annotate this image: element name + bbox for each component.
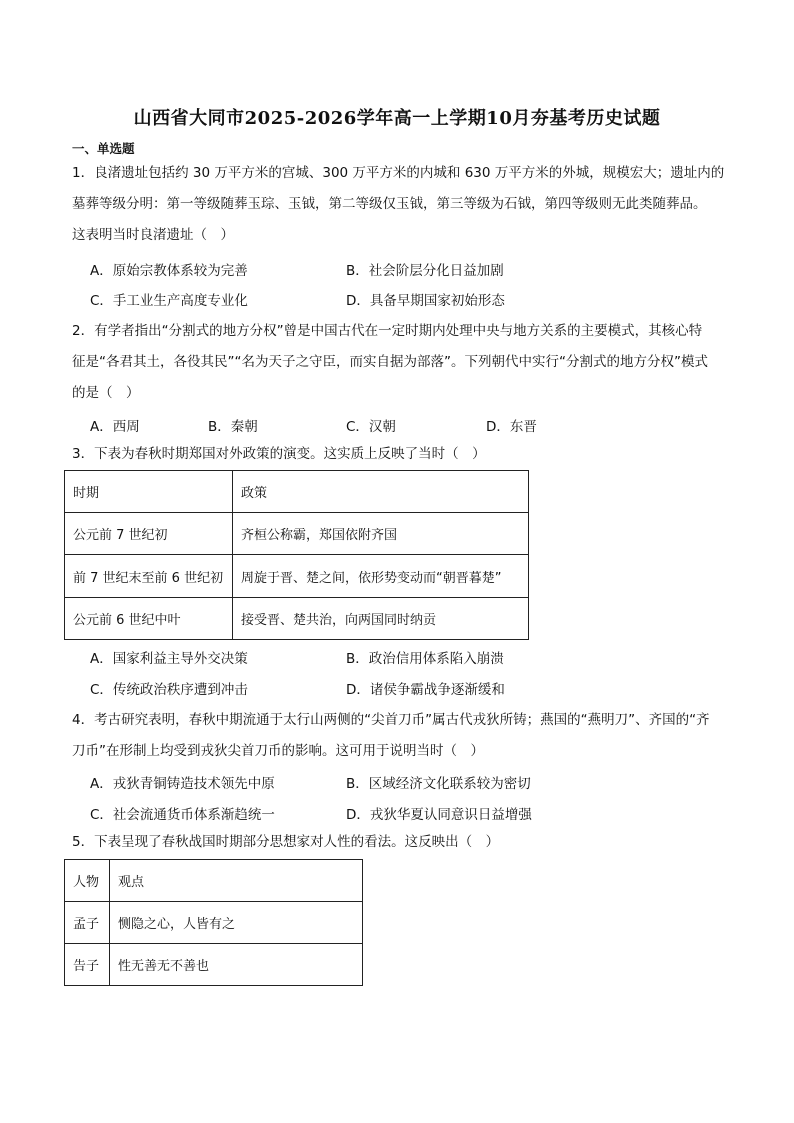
question-2-options-row <box>90 415 730 437</box>
option-d[interactable]: D．戎狄华夏认同意识日益增强 <box>346 807 532 823</box>
option-d[interactable]: D．诸侯争霸战争逐渐缓和 <box>346 682 505 698</box>
option-a[interactable]: A．国家利益主导外交决策 <box>90 651 248 667</box>
table-header-cell: 观点 <box>110 860 363 902</box>
question-4-line: 刀币”在形制上均受到戎狄尖首刀币的影响。这可用于说明当时（ ） <box>72 743 484 759</box>
option-b[interactable]: B．区域经济文化联系较为密切 <box>346 776 531 792</box>
option-b[interactable]: B．社会阶层分化日益加剧 <box>346 263 504 279</box>
question-4-options-row-2 <box>90 803 730 825</box>
table-header-cell: 政策 <box>233 471 529 513</box>
table-row <box>65 598 529 640</box>
table-cell: 接受晋、楚共治，向两国同时纳贡 <box>233 598 529 640</box>
question-4-line: 4．考古研究表明，春秋中期流通于太行山两侧的“尖首刀币”属古代戎狄所铸；燕国的“燕明刀”、齐国的“齐 <box>72 712 710 728</box>
question-4-options-row-1 <box>90 772 730 794</box>
question-4 <box>72 705 726 767</box>
table-cell: 前 7 世纪末至前 6 世纪初 <box>65 555 233 598</box>
question-1 <box>72 158 726 251</box>
option-d[interactable]: D．东晋 <box>486 419 537 435</box>
table-cell: 周旋于晋、楚之间，依形势变动而“朝晋暮楚” <box>233 555 529 598</box>
table-cell: 孟子 <box>65 902 110 944</box>
question-1-options-row-1 <box>90 259 730 281</box>
question-2-line: 征是“各君其土，各役其民”“名为天子之守臣，而实自据为部落”。下列朝代中实行“分割式的地方分权”模式 <box>72 354 708 370</box>
policy-table <box>64 470 529 640</box>
option-d[interactable]: D．具备早期国家初始形态 <box>346 293 505 309</box>
table-row <box>65 555 529 598</box>
question-3 <box>72 439 726 470</box>
table-cell: 齐桓公称霸，郑国依附齐国 <box>233 513 529 555</box>
question-3-line: 3．下表为春秋时期郑国对外政策的演变。这实质上反映了当时（ ） <box>72 446 486 462</box>
option-c[interactable]: C．传统政治秩序遭到冲击 <box>90 682 248 698</box>
table-cell: 告子 <box>65 944 110 986</box>
option-c[interactable]: C．汉朝 <box>346 419 396 435</box>
question-1-line: 1．良渚遗址包括约 30 万平方米的宫城、300 万平方米的内城和 630 万平方米的外城，规模宏大；遗址内的 <box>72 165 725 181</box>
question-2 <box>72 316 726 409</box>
table-header-row <box>65 471 529 513</box>
table-cell: 公元前 7 世纪初 <box>65 513 233 555</box>
table-row <box>65 513 529 555</box>
option-c[interactable]: C．社会流通货币体系渐趋统一 <box>90 807 275 823</box>
option-b[interactable]: B．政治信用体系陷入崩溃 <box>346 651 504 667</box>
section-heading: 一、单选题 <box>72 141 135 156</box>
table-header-row <box>65 860 363 902</box>
table-header-cell: 人物 <box>65 860 110 902</box>
option-a[interactable]: A．戎狄青铜铸造技术领先中原 <box>90 776 275 792</box>
option-b[interactable]: B．秦朝 <box>208 419 258 435</box>
question-1-line: 这表明当时良渚遗址（ ） <box>72 227 234 243</box>
table-header-cell: 时期 <box>65 471 233 513</box>
question-5 <box>72 827 726 858</box>
question-1-options-row-2 <box>90 289 730 311</box>
table-row <box>65 944 363 986</box>
question-5-line: 5．下表呈现了春秋战国时期部分思想家对人性的看法。这反映出（ ） <box>72 834 500 850</box>
question-3-options-row-2 <box>90 678 730 700</box>
question-3-options-row-1 <box>90 647 730 669</box>
option-c[interactable]: C．手工业生产高度专业化 <box>90 293 248 309</box>
option-a[interactable]: A．原始宗教体系较为完善 <box>90 263 248 279</box>
table-cell: 性无善无不善也 <box>110 944 363 986</box>
table-row <box>65 902 363 944</box>
question-2-line: 2．有学者指出“分割式的地方分权”曾是中国古代在一定时期内处理中央与地方关系的主要模式，其核心特 <box>72 323 703 339</box>
question-2-line: 的是（ ） <box>72 385 140 401</box>
option-a[interactable]: A．西周 <box>90 419 140 435</box>
table-cell: 公元前 6 世纪中叶 <box>65 598 233 640</box>
question-1-line: 墓葬等级分明：第一等级随葬玉琮、玉钺，第二等级仅玉钺，第三等级为石钺，第四等级则无此类随葬品。 <box>72 196 707 212</box>
thinkers-table <box>64 859 363 986</box>
exam-title: 山西省大同市2025-2026学年高一上学期10月夯基考历史试题 <box>133 108 661 129</box>
table-cell: 恻隐之心，人皆有之 <box>110 902 363 944</box>
